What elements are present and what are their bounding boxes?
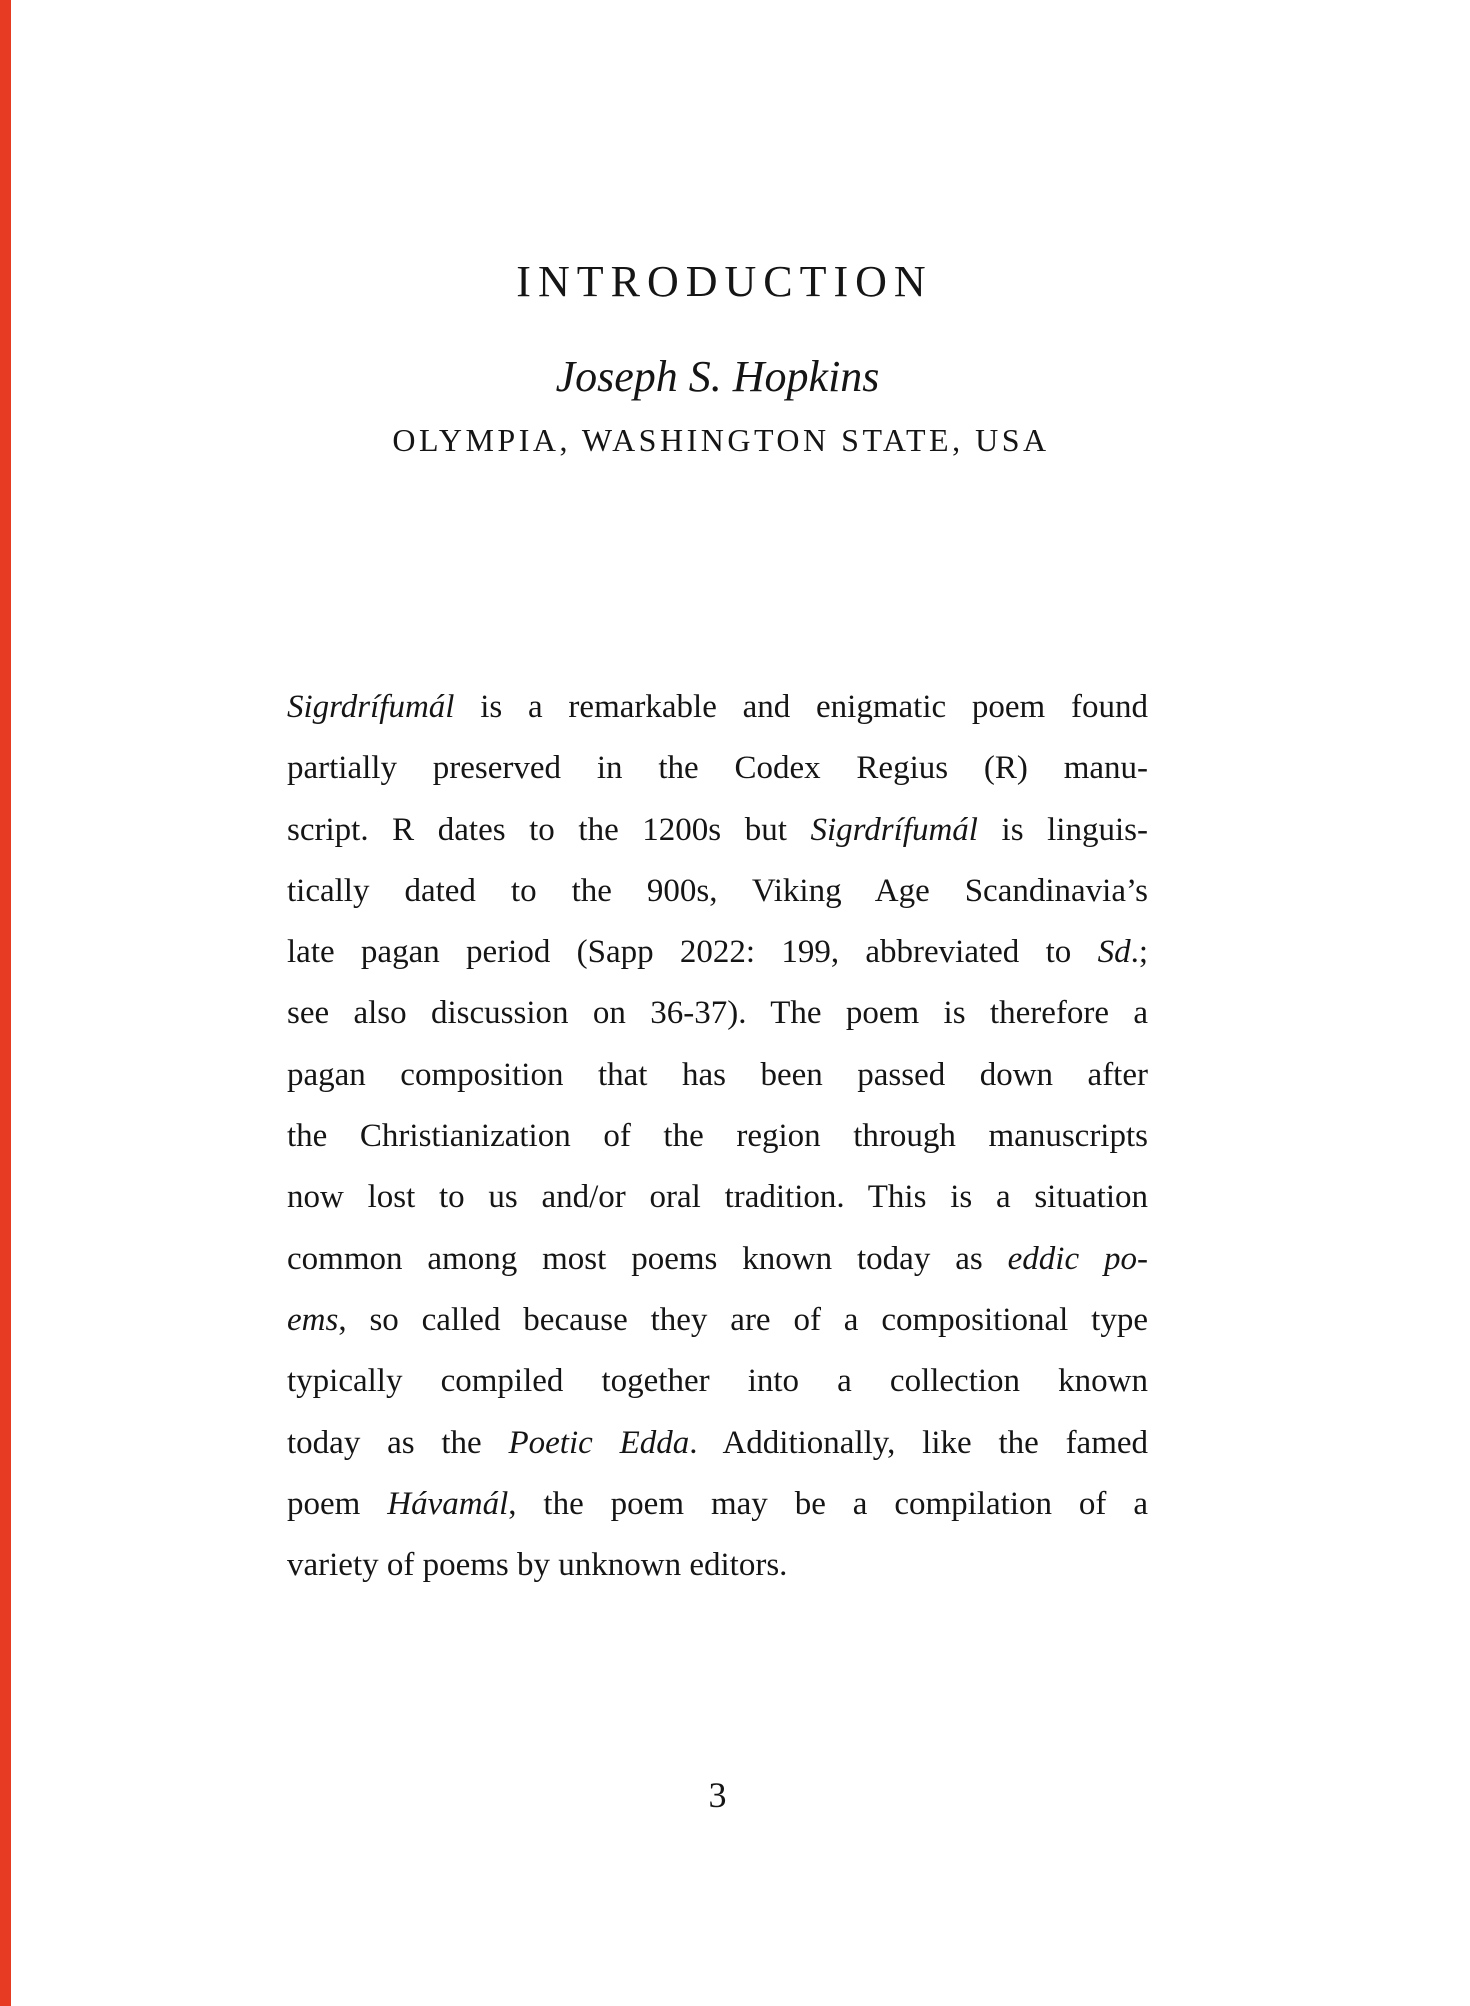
body-line: script. R dates to the 1200s but Sigrdrífumál is linguis- bbox=[287, 811, 1148, 848]
body-line: Sigrdrífumál is a remarkable and enigmatic poem found bbox=[287, 689, 1148, 725]
body-line: see also discussion on 36-37). The poem is therefore a bbox=[287, 995, 1148, 1032]
body-line: poem Hávamál, the poem may be a compilation of a bbox=[287, 1485, 1148, 1522]
body-line: ems, so called because they are of a compositional type bbox=[287, 1301, 1148, 1338]
body-line: late pagan period (Sapp 2022: 199, abbreviated to Sd.; bbox=[287, 934, 1148, 971]
body-line: common among most poems known today as eddic po- bbox=[287, 1240, 1149, 1277]
body-line: variety of poems by unknown editors. bbox=[287, 1547, 788, 1584]
chapter-title: INTRODUCTION bbox=[516, 257, 933, 306]
page-edge-stripe bbox=[0, 0, 11, 2006]
page-number: 3 bbox=[708, 1775, 727, 1815]
body-line: now lost to us and/or oral tradition. This is a situation bbox=[287, 1179, 1148, 1216]
body-line: today as the Poetic Edda. Additionally, like the famed bbox=[287, 1424, 1149, 1461]
body-line: partially preserved in the Codex Regius (R) manu- bbox=[287, 750, 1148, 787]
body-line: typically compiled together into a collection known bbox=[287, 1363, 1148, 1400]
author-location: OLYMPIA, WASHINGTON STATE, USA bbox=[392, 422, 1050, 458]
body-line: tically dated to the 900s, Viking Age Scandinavia’s bbox=[287, 872, 1148, 909]
body-line: pagan composition that has been passed down after bbox=[287, 1056, 1148, 1093]
body-paragraph bbox=[287, 677, 1148, 1596]
author-name: Joseph S. Hopkins bbox=[555, 352, 880, 401]
body-line: the Christianization of the region through manuscripts bbox=[287, 1118, 1148, 1155]
